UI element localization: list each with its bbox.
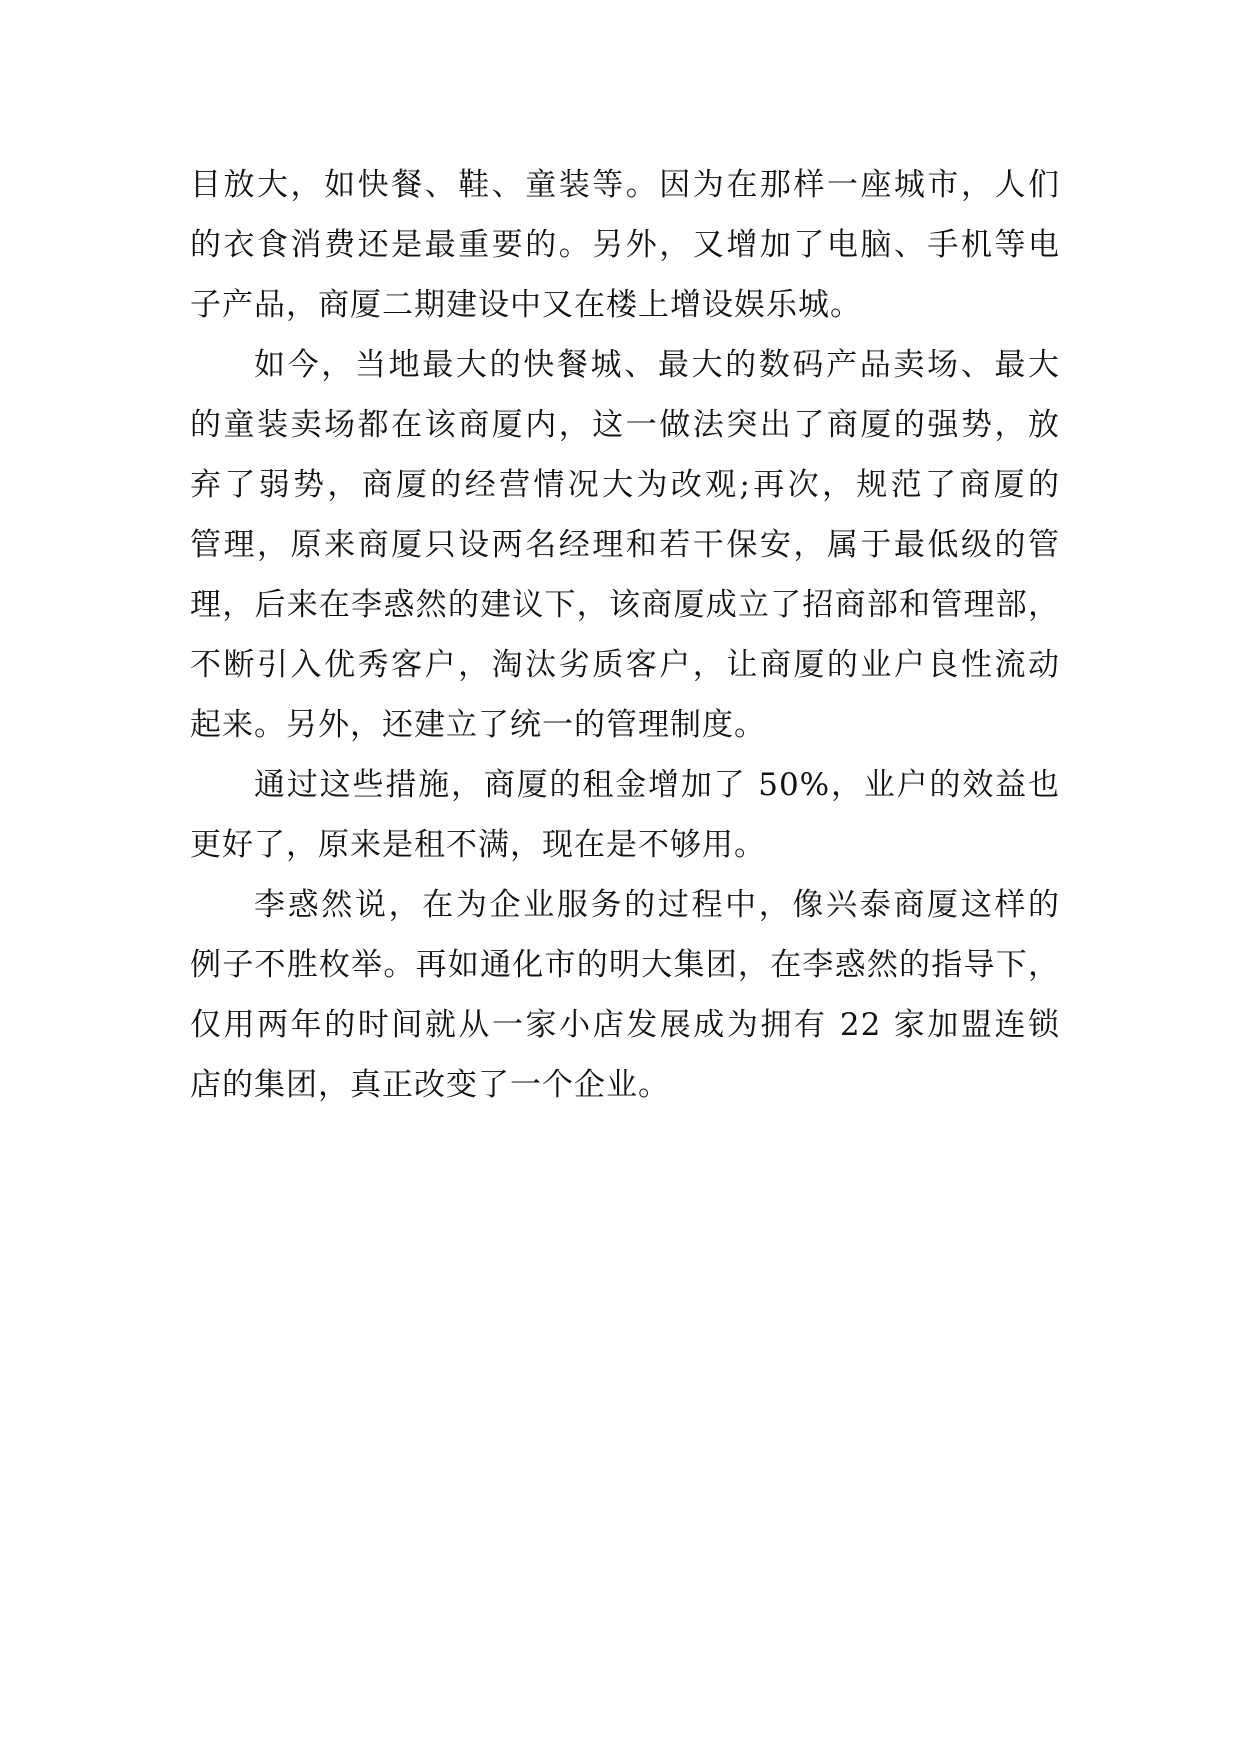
text-line: 的童装卖场都在该商厦内，这一做法突出了商厦的强势，放 [190, 407, 1060, 443]
text-line: 例子不胜枚举。再如通化市的明大集团，在李惑然的指导下， [190, 947, 1060, 983]
text-line: 不断引入优秀客户，淘汰劣质客户，让商厦的业户良性流动 [190, 647, 1060, 683]
paragraph-start-line: 通过这些措施，商厦的租金增加了 50%，业户的效益也 [254, 767, 1060, 803]
text-line: 店的集团，真正改变了一个企业。 [190, 1067, 670, 1103]
paragraph-start-line: 李惑然说，在为企业服务的过程中，像兴泰商厦这样的 [254, 887, 1060, 923]
text-line: 仅用两年的时间就从一家小店发展成为拥有 22 家加盟连锁 [190, 1007, 1060, 1043]
text-line: 的衣食消费还是最重要的。另外，又增加了电脑、手机等电 [190, 227, 1060, 263]
text-line: 理，后来在李惑然的建议下，该商厦成立了招商部和管理部， [190, 587, 1060, 623]
paragraph-start-line: 如今，当地最大的快餐城、最大的数码产品卖场、最大 [254, 347, 1060, 383]
text-line: 起来。另外，还建立了统一的管理制度。 [190, 707, 766, 743]
text-line: 目放大，如快餐、鞋、童装等。因为在那样一座城市，人们 [190, 167, 1060, 203]
body-text [190, 155, 1060, 1115]
text-line: 更好了，原来是租不满，现在是不够用。 [190, 827, 766, 863]
text-line: 管理，原来商厦只设两名经理和若干保安，属于最低级的管 [190, 527, 1060, 563]
text-line: 弃了弱势，商厦的经营情况大为改观;再次，规范了商厦的 [190, 467, 1060, 503]
text-line: 子产品，商厦二期建设中又在楼上增设娱乐城。 [190, 287, 862, 323]
